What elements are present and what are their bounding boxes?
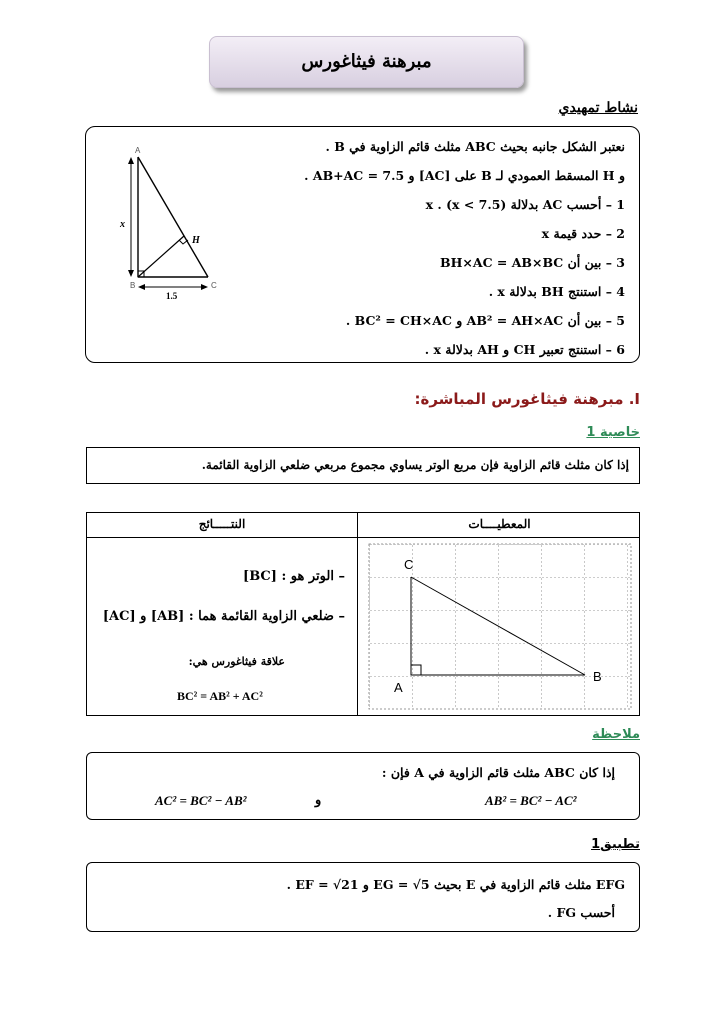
result-relation-label: علاقة فيثاغورس هي: <box>188 655 285 668</box>
label-a: A <box>394 680 403 695</box>
table-header-divider <box>87 537 639 538</box>
remark-box <box>86 752 640 820</box>
property-text: إذا كان مثلث قائم الزاوية فإن مربع الوتر يساوي مجموع مربعي ضلعي الزاوية القائمة. <box>201 458 629 472</box>
remark-line1: إذا كان ABC مثلث قائم الزاوية في A فإن : <box>381 765 615 780</box>
activity-line-7: 6 – استنتج تعبير CH و AH بدلالة x . <box>424 342 625 357</box>
result-legs: – ضلعي الزاوية القائمة هما : [AB] و [AC] <box>102 609 345 624</box>
label-x: x <box>120 219 125 230</box>
result-hypotenuse: – الوتر هو : [BC] <box>243 569 345 584</box>
activity-line-3: 2 – حدد قيمة x <box>541 226 625 241</box>
remark-eq2: AC² = BC² − AB² <box>155 793 247 808</box>
property-label-text: خاصية 1 <box>586 425 640 440</box>
exercise-line2: أحسب FG . <box>547 905 615 920</box>
activity-line-2: 1 – أحسب AC بدلالة x . (x < 7.5) <box>425 197 625 212</box>
title-banner <box>209 36 524 88</box>
section-heading: I. مبرهنة فيثاغورس المباشرة: <box>414 390 640 408</box>
remark-and: و <box>315 793 322 808</box>
label-a: A <box>135 146 141 155</box>
activity-heading: نشاط تمهيدي <box>558 100 638 116</box>
remark-label-text: ملاحظة <box>592 727 640 742</box>
activity-lines <box>245 135 625 360</box>
remark-eq1: AB² = BC² − AC² <box>485 793 577 808</box>
activity-line-5: 4 – استنتج BH بدلالة x . <box>488 284 625 299</box>
label-c: C <box>211 281 217 290</box>
activity-line-4: 3 – بين أن BH×AC = AB×BC <box>440 255 625 270</box>
base-arrow-head-left <box>138 284 145 290</box>
remark-label <box>592 727 640 742</box>
activity-line-6: 5 – بين أن AB² = AH×AC و BC² = CH×AC . <box>345 313 625 328</box>
base-arrow-head-right <box>201 284 208 290</box>
table-column-divider <box>357 513 358 715</box>
altitude-bh <box>138 236 184 277</box>
label-b: B <box>593 669 602 684</box>
exercise-box <box>86 862 640 932</box>
page-title: مبرهنة فيثاغورس <box>301 51 432 72</box>
property-box <box>86 447 640 484</box>
activity-line-0: نعتبر الشكل جانبه بحيث ABC مثلث قائم الزاوية في B . <box>325 139 625 154</box>
exercise-label <box>591 837 640 852</box>
result-relation-formula: BC² = AB² + AC² <box>177 689 263 703</box>
label-b: B <box>130 281 136 290</box>
side-ac <box>138 157 208 277</box>
activity-line-1: و H المسقط العمودي لـ B على [AC] و AB+AC = 7.5 . <box>304 168 625 183</box>
exercise-line1: EFG مثلث قائم الزاوية في E بحيث EG = √5 و EF = √21 . <box>286 877 625 892</box>
label-c: C <box>404 557 414 572</box>
label-h: H <box>192 235 200 246</box>
x-arrow-head-top <box>128 157 134 164</box>
activity-box <box>85 126 640 363</box>
property-label <box>586 425 640 440</box>
right-angle-h <box>179 240 188 244</box>
activity-triangle-figure <box>116 143 236 313</box>
label-base: 1.5 <box>166 291 178 301</box>
x-arrow-head-bottom <box>128 270 134 277</box>
given-figure <box>367 542 637 714</box>
pythagoras-table <box>86 512 640 716</box>
header-given: المعطيــــات <box>468 517 531 531</box>
header-result: النتـــــائج <box>198 517 246 531</box>
exercise-label-text: تطبيق1 <box>591 837 640 852</box>
